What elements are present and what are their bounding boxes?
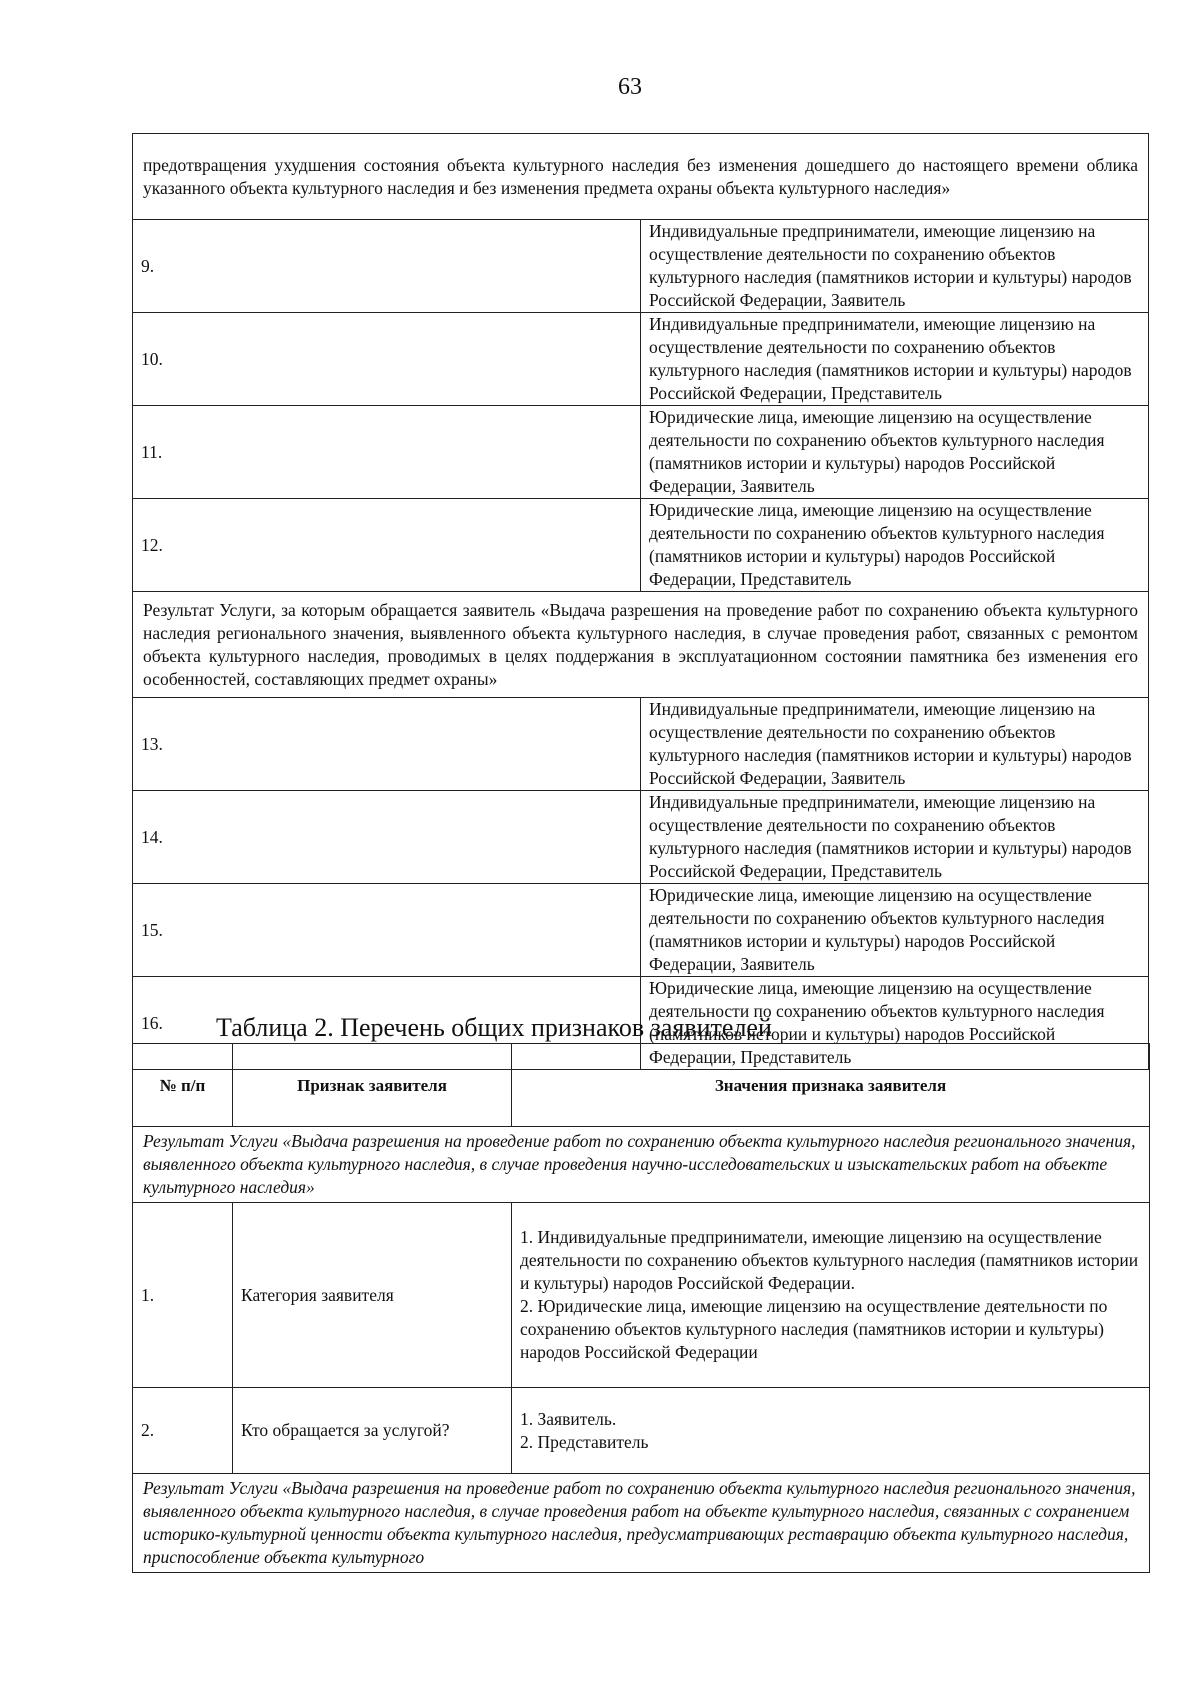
value-item: 2. Представитель: [520, 1431, 649, 1452]
row-number: 1.: [133, 1203, 233, 1388]
row-number: 2.: [133, 1388, 233, 1474]
table-header-row: [133, 1044, 1150, 1127]
table-row: [133, 134, 1149, 220]
row-number: 16.: [133, 977, 641, 1070]
table-row: [133, 1388, 1150, 1474]
row-description: Юридические лица, имеющие лицензию на осуществление деятельности по сохранению объектов культурного наследия (памятников истории и культуры) народов Российской Федерации, Представитель: [641, 977, 1149, 1070]
value-item: 1. Заявитель.: [520, 1408, 617, 1429]
header-values: Значения признака заявителя: [512, 1044, 1150, 1127]
row-number: 14.: [133, 791, 641, 884]
row-description: Индивидуальные предприниматели, имеющие лицензию на осуществление деятельности по сохранению объектов культурного наследия (памятников истории и культуры) народов Российской Федерации, Заявитель: [641, 698, 1149, 791]
row-description: Юридические лица, имеющие лицензию на осуществление деятельности по сохранению объектов культурного наследия (памятников истории и культуры) народов Российской Федерации, Представитель: [641, 499, 1149, 592]
row-attribute: Кто обращается за услугой?: [233, 1388, 512, 1474]
table-row: [133, 592, 1149, 698]
applicant-variants-table: [132, 133, 1149, 1070]
table-row: [133, 406, 1149, 499]
row-description: Индивидуальные предприниматели, имеющие лицензию на осуществление деятельности по сохранению объектов культурного наследия (памятников истории и культуры) народов Российской Федерации, Представитель: [641, 313, 1149, 406]
row-description: Юридические лица, имеющие лицензию на осуществление деятельности по сохранению объектов культурного наследия (памятников истории и культуры) народов Российской Федерации, Заявитель: [641, 884, 1149, 977]
row-attribute: Категория заявителя: [233, 1203, 512, 1388]
row-number: 13.: [133, 698, 641, 791]
applicant-attributes-table: [132, 1043, 1150, 1573]
row-values: [512, 1388, 1150, 1474]
header-number: № п/п: [133, 1044, 233, 1127]
row-number: 9.: [133, 220, 641, 313]
header-attribute: Признак заявителя: [233, 1044, 512, 1127]
table-row: [133, 499, 1149, 592]
page-number: 63: [618, 74, 642, 100]
table-2-title: Таблица 2. Перечень общих признаков заявителей: [216, 1013, 772, 1042]
table-row: [133, 1127, 1150, 1203]
table-row: [133, 1474, 1150, 1573]
row-description: Индивидуальные предприниматели, имеющие лицензию на осуществление деятельности по сохранению объектов культурного наследия (памятников истории и культуры) народов Российской Федерации, Представитель: [641, 791, 1149, 884]
table-row: [133, 791, 1149, 884]
row-number: 11.: [133, 406, 641, 499]
continued-result-text: предотвращения ухудшения состояния объекта культурного наследия без изменения дошедшего до настоящего времени облика указанного объекта культурного наследия и без изменения предмета охраны объекта культурного наследия»: [133, 134, 1149, 220]
result-row-text: Результат Услуги, за которым обращается заявитель «Выдача разрешения на проведение работ по сохранению объекта культурного наследия регионального значения, выявленного объекта культурного наследия, в случае проведения работ, связанных с ремонтом объекта культурного наследия, проводимых в целях поддержания в эксплуатационном состоянии памятника без изменения его особенностей, составляющих предмет охраны»: [133, 592, 1149, 698]
row-description: Индивидуальные предприниматели, имеющие лицензию на осуществление деятельности по сохранению объектов культурного наследия (памятников истории и культуры) народов Российской Федерации, Заявитель: [641, 220, 1149, 313]
value-item: 1. Индивидуальные предприниматели, имеющие лицензию на осуществление деятельности по сохранению объектов культурного наследия (памятников истории и культуры) народов Российской Федерации.: [520, 1227, 1139, 1293]
result-section-text: Результат Услуги «Выдача разрешения на проведение работ по сохранению объекта культурного наследия регионального значения, выявленного объекта культурного наследия, в случае проведения научно-исследовательских и изыскательских работ на объекте культурного наследия»: [133, 1127, 1150, 1203]
table-row: [133, 220, 1149, 313]
row-values: [512, 1203, 1150, 1388]
row-number: 12.: [133, 499, 641, 592]
row-number: 10.: [133, 313, 641, 406]
table-row: [133, 884, 1149, 977]
table-row: [133, 1203, 1150, 1388]
result-section-text: Результат Услуги «Выдача разрешения на проведение работ по сохранению объекта культурного наследия регионального значения, выявленного объекта культурного наследия, в случае проведения работ на объекте культурного наследия, связанных с сохранением историко-культурной ценности объекта культурного наследия, предусматривающих реставрацию объекта культурного наследия, приспособление объекта культурного: [133, 1474, 1150, 1573]
table-row: [133, 698, 1149, 791]
row-number: 15.: [133, 884, 641, 977]
table-row: [133, 313, 1149, 406]
row-description: Юридические лица, имеющие лицензию на осуществление деятельности по сохранению объектов культурного наследия (памятников истории и культуры) народов Российской Федерации, Заявитель: [641, 406, 1149, 499]
value-item: 2. Юридические лица, имеющие лицензию на осуществление деятельности по сохранению объектов культурного наследия (памятников истории и культуры) народов Российской Федерации: [520, 1296, 1108, 1362]
